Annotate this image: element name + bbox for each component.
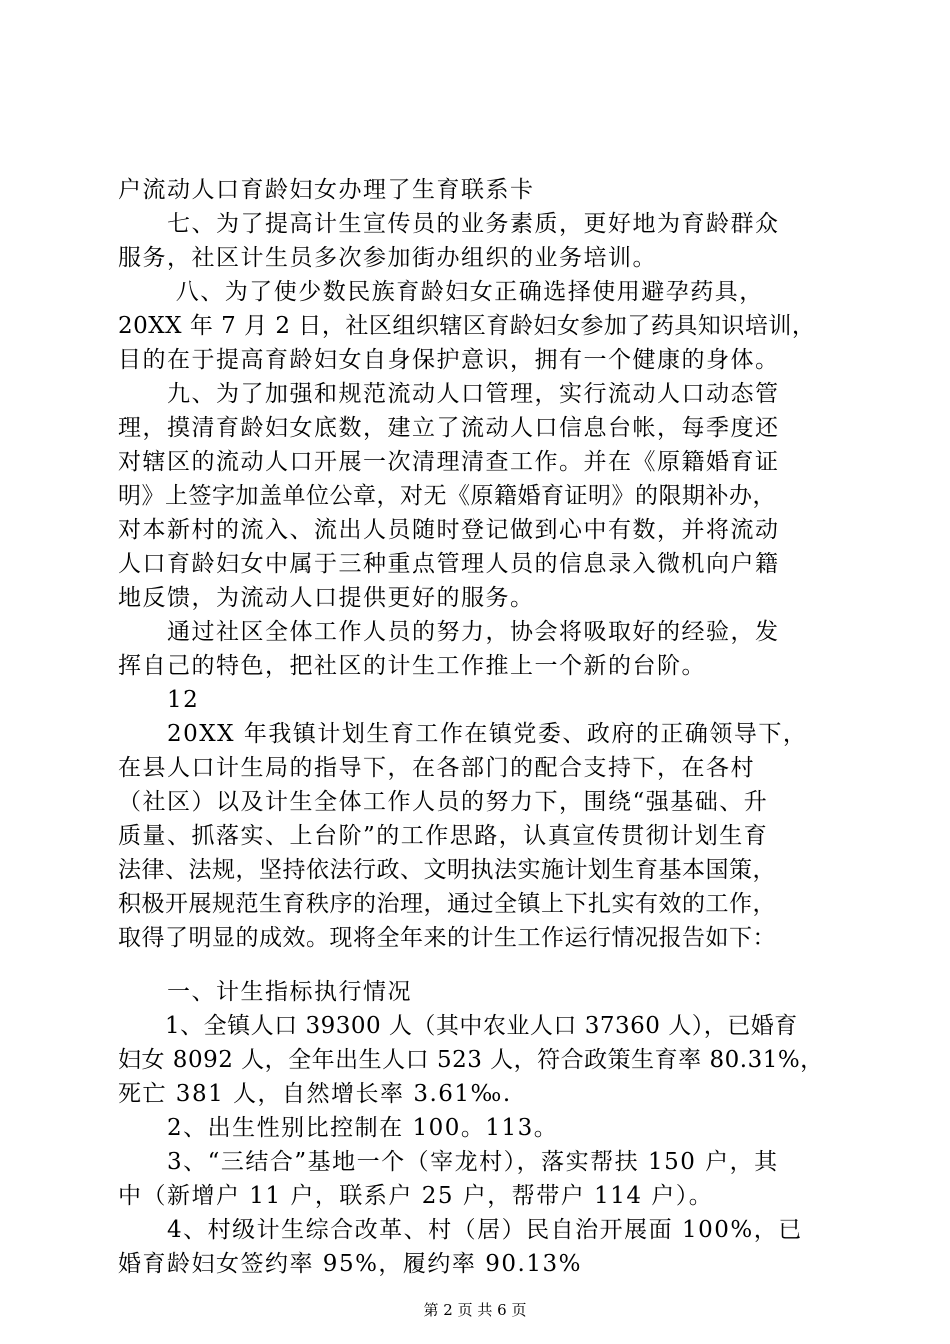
body-line: 婚育龄妇女签约率 95%，履约率 90.13% [118,1251,582,1277]
body-line: 目的在于提高育龄妇女自身保护意识，拥有一个健康的身体。 [118,347,780,373]
body-line: 法律、法规，坚持依法行政、文明执法实施计划生育基本国策， [118,857,776,883]
body-line: 20XX 年 7 月 2 日，社区组织辖区育龄妇女参加了药具知识培训， [118,313,816,339]
body-line: 服务，社区计生员多次参加街办组织的业务培训。 [118,245,657,271]
body-line: 通过社区全体工作人员的努力，协会将吸取好的经验，发 [118,619,780,645]
section-heading: 一、计生指标执行情况 [118,979,412,1005]
body-line: 在县人口计生局的指导下，在各部门的配合支持下，在各村 [118,755,755,781]
body-line: 20XX 年我镇计划生育工作在镇党委、政府的正确领导下， [118,721,808,747]
body-line: 妇女 8092 人，全年出生人口 523 人，符合政策生育率 80.31%， [118,1047,824,1073]
body-line: 明》上签字加盖单位公章，对无《原籍婚育证明》的限期补办， [118,483,776,509]
body-line: 死亡 381 人，自然增长率 3.61‰. [118,1081,512,1107]
body-line: 取得了明显的成效。现将全年来的计生工作运行情况报告如下： [118,925,776,951]
body-line: 地反馈，为流动人口提供更好的服务。 [118,585,535,611]
body-line: 理，摸清育龄妇女底数，建立了流动人口信息台帐，每季度还 [118,415,780,441]
body-line: 3、“三结合”基地一个（宰龙村），落实帮扶 150 户，其 [118,1149,779,1175]
body-line: 中（新增户 11 户，联系户 25 户，帮带户 114 户）。 [118,1183,714,1209]
body-line: 对辖区的流动人口开展一次清理清查工作。并在《原籍婚育证 [118,449,780,475]
body-line: 12 [118,687,200,713]
body-line: 七、为了提高计生宣传员的业务素质，更好地为育龄群众 [118,211,780,237]
body-line: 九、为了加强和规范流动人口管理，实行流动人口动态管 [118,381,780,407]
body-line: 积极开展规范生育秩序的治理，通过全镇上下扎实有效的工作， [118,891,776,917]
body-line: 质量、抓落实、上台阶”的工作思路，认真宣传贯彻计划生育 [118,823,769,849]
body-line: 2、出生性别比控制在 100。113。 [118,1115,559,1141]
page-footer: 第 2 页 共 6 页 [423,1301,527,1319]
body-line: 4、村级计生综合改革、村（居）民自治开展面 100%，已 [118,1217,803,1243]
body-line: 人口育龄妇女中属于三种重点管理人员的信息录入微机向户籍 [118,551,780,577]
body-line: 八、为了使少数民族育龄妇女正确选择使用避孕药具， [118,279,764,305]
body-line: 对本新村的流入、流出人员随时登记做到心中有数，并将流动 [118,517,780,543]
body-line: 挥自己的特色，把社区的计生工作推上一个新的台阶。 [118,653,706,679]
body-line: （社区）以及计生全体工作人员的努力下，围绕“强基础、升 [118,789,769,815]
body-line: 1、全镇人口 39300 人（其中农业人口 37360 人），已婚育 [118,1013,798,1039]
body-line: 户流动人口育龄妇女办理了生育联系卡 [118,177,535,203]
